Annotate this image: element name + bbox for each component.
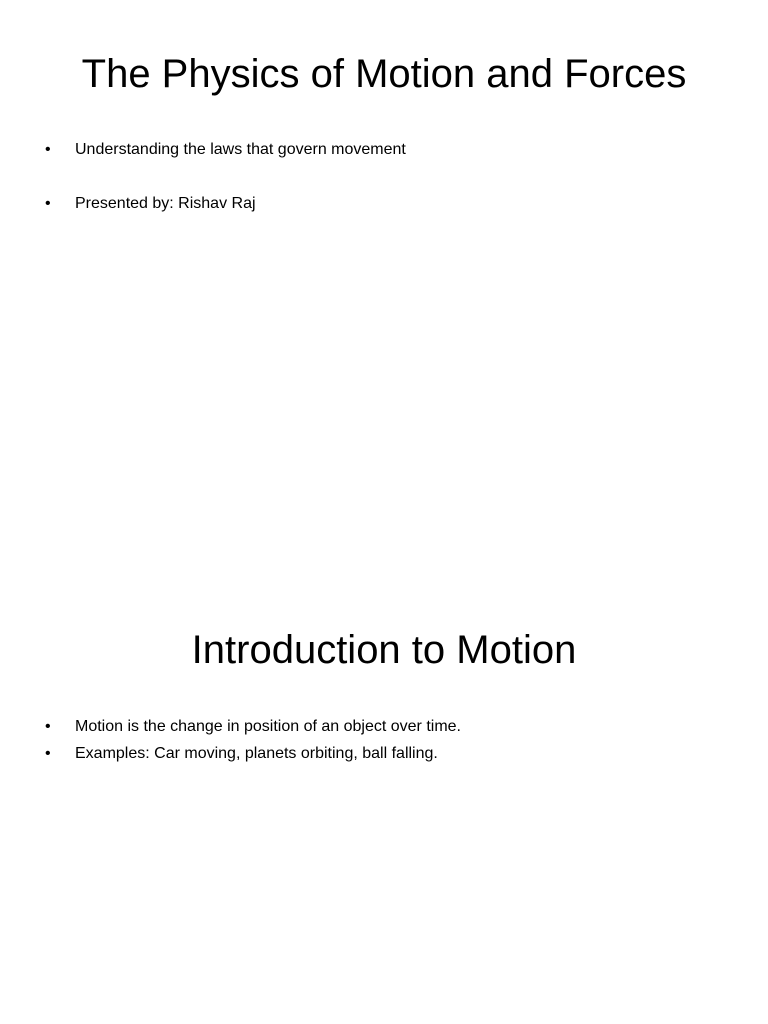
bullet-icon: •: [45, 195, 51, 212]
bullet-icon: •: [45, 745, 51, 762]
bullet-text: Understanding the laws that govern movement: [75, 141, 406, 158]
list-item: [0, 742, 768, 766]
slide-title: The Physics of Motion and Forces: [81, 52, 687, 96]
list-item: [0, 138, 768, 162]
bullet-list: [0, 715, 768, 769]
bullet-text: Motion is the change in position of an object over time.: [75, 718, 461, 735]
list-item: [0, 715, 768, 739]
list-item: [0, 192, 768, 216]
bullet-list: [0, 138, 768, 246]
bullet-icon: •: [45, 718, 51, 735]
slide-title: Introduction to Motion: [191, 628, 577, 672]
bullet-icon: •: [45, 141, 51, 158]
bullet-text: Presented by: Rishav Raj: [75, 195, 256, 212]
slide-2: [0, 576, 768, 1024]
bullet-text: Examples: Car moving, planets orbiting, ball falling.: [75, 745, 438, 762]
